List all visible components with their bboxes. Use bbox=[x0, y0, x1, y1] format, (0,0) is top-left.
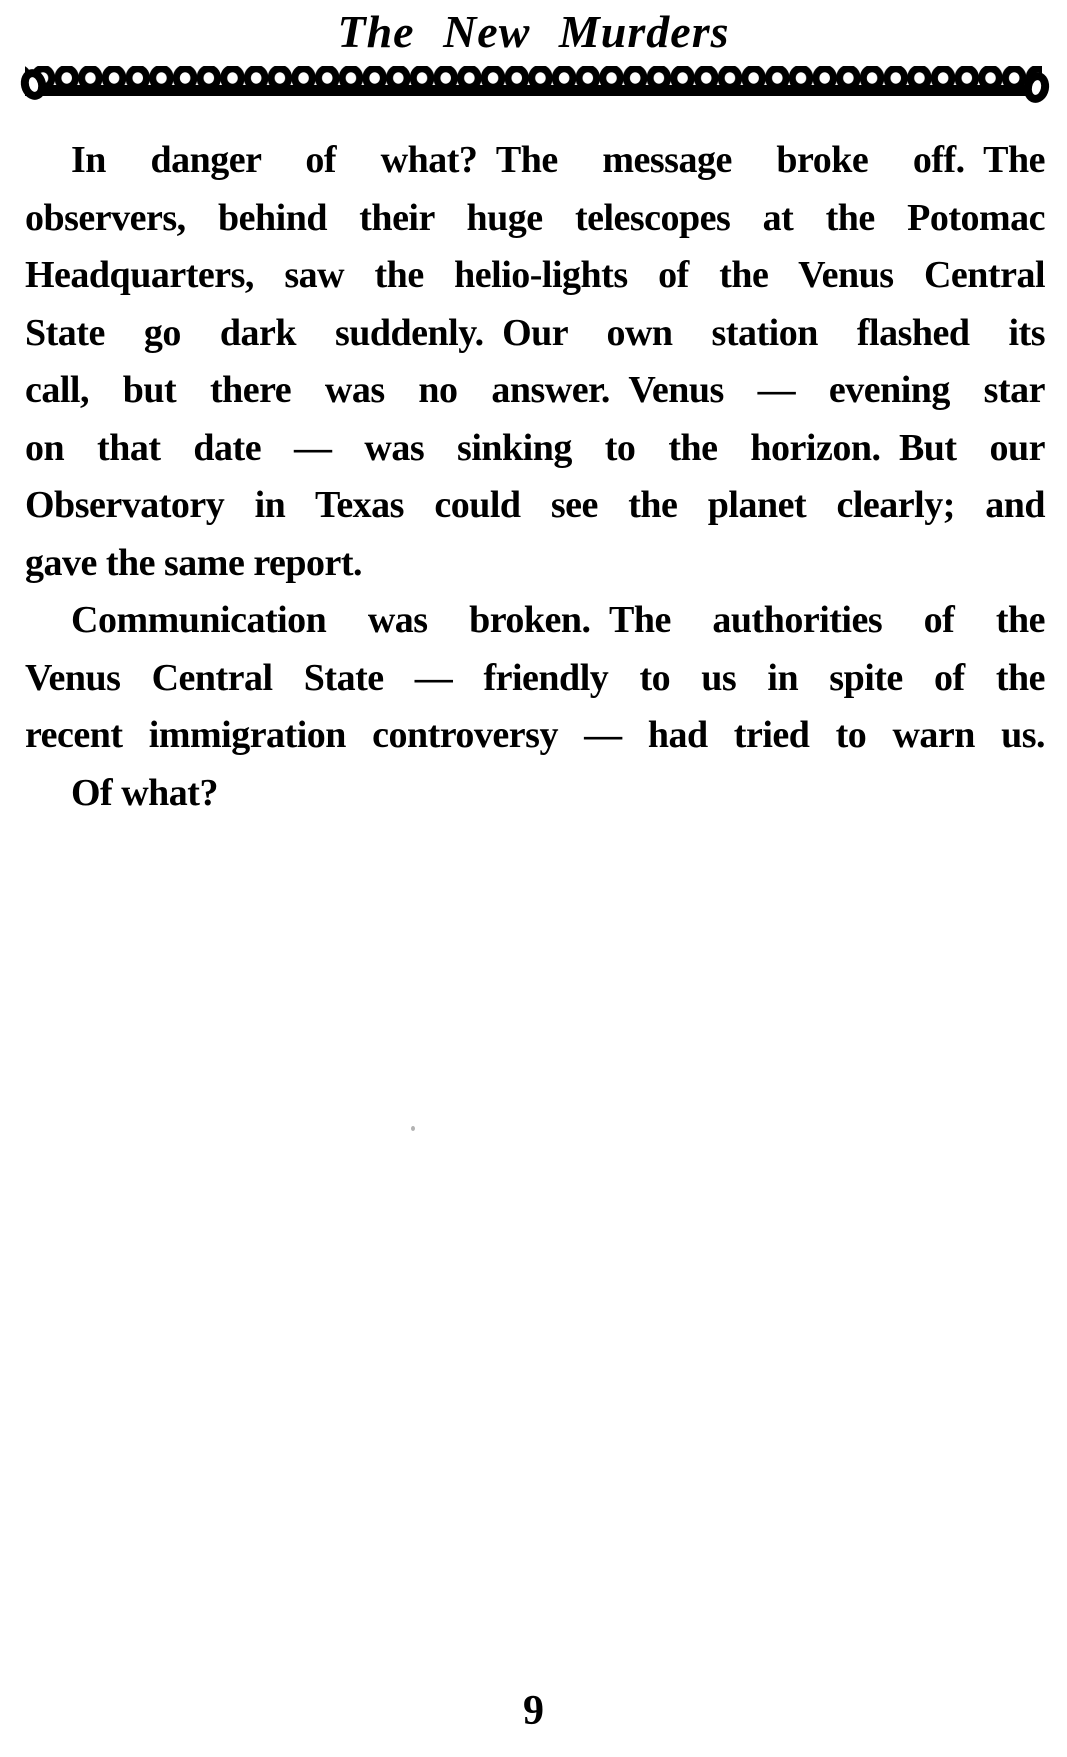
page-number: 9 bbox=[523, 1688, 544, 1734]
text-line: Communication was broken. The authorities of the bbox=[71, 599, 1045, 641]
text-line: observers, behind their huge telescopes at the Potomac bbox=[25, 196, 1045, 239]
text-line: Headquarters, saw the helio-lights of the Venus Central bbox=[25, 254, 1045, 296]
text-line: In danger of what? The message broke off. The bbox=[71, 139, 1045, 181]
text-line: Of what? bbox=[71, 771, 218, 814]
running-header-title: The New Murders bbox=[337, 6, 730, 57]
text-line: on that date — was sinking to the horizon. But our bbox=[25, 426, 1045, 469]
text-line: Observatory in Texas could see the planet clearly; and bbox=[25, 484, 1045, 526]
body-text bbox=[25, 132, 1045, 822]
chain-divider-ornament bbox=[25, 66, 1042, 100]
scan-artifact-dot bbox=[411, 1126, 415, 1131]
text-line: call, but there was no answer. Venus — evening star bbox=[25, 369, 1045, 411]
text-line: gave the same report. bbox=[25, 541, 363, 584]
text-line: State go dark suddenly. Our own station flashed its bbox=[25, 311, 1045, 354]
text-line: recent immigration controversy — had tried to warn us. bbox=[25, 714, 1045, 756]
text-line: Venus Central State — friendly to us in spite of the bbox=[25, 656, 1045, 699]
